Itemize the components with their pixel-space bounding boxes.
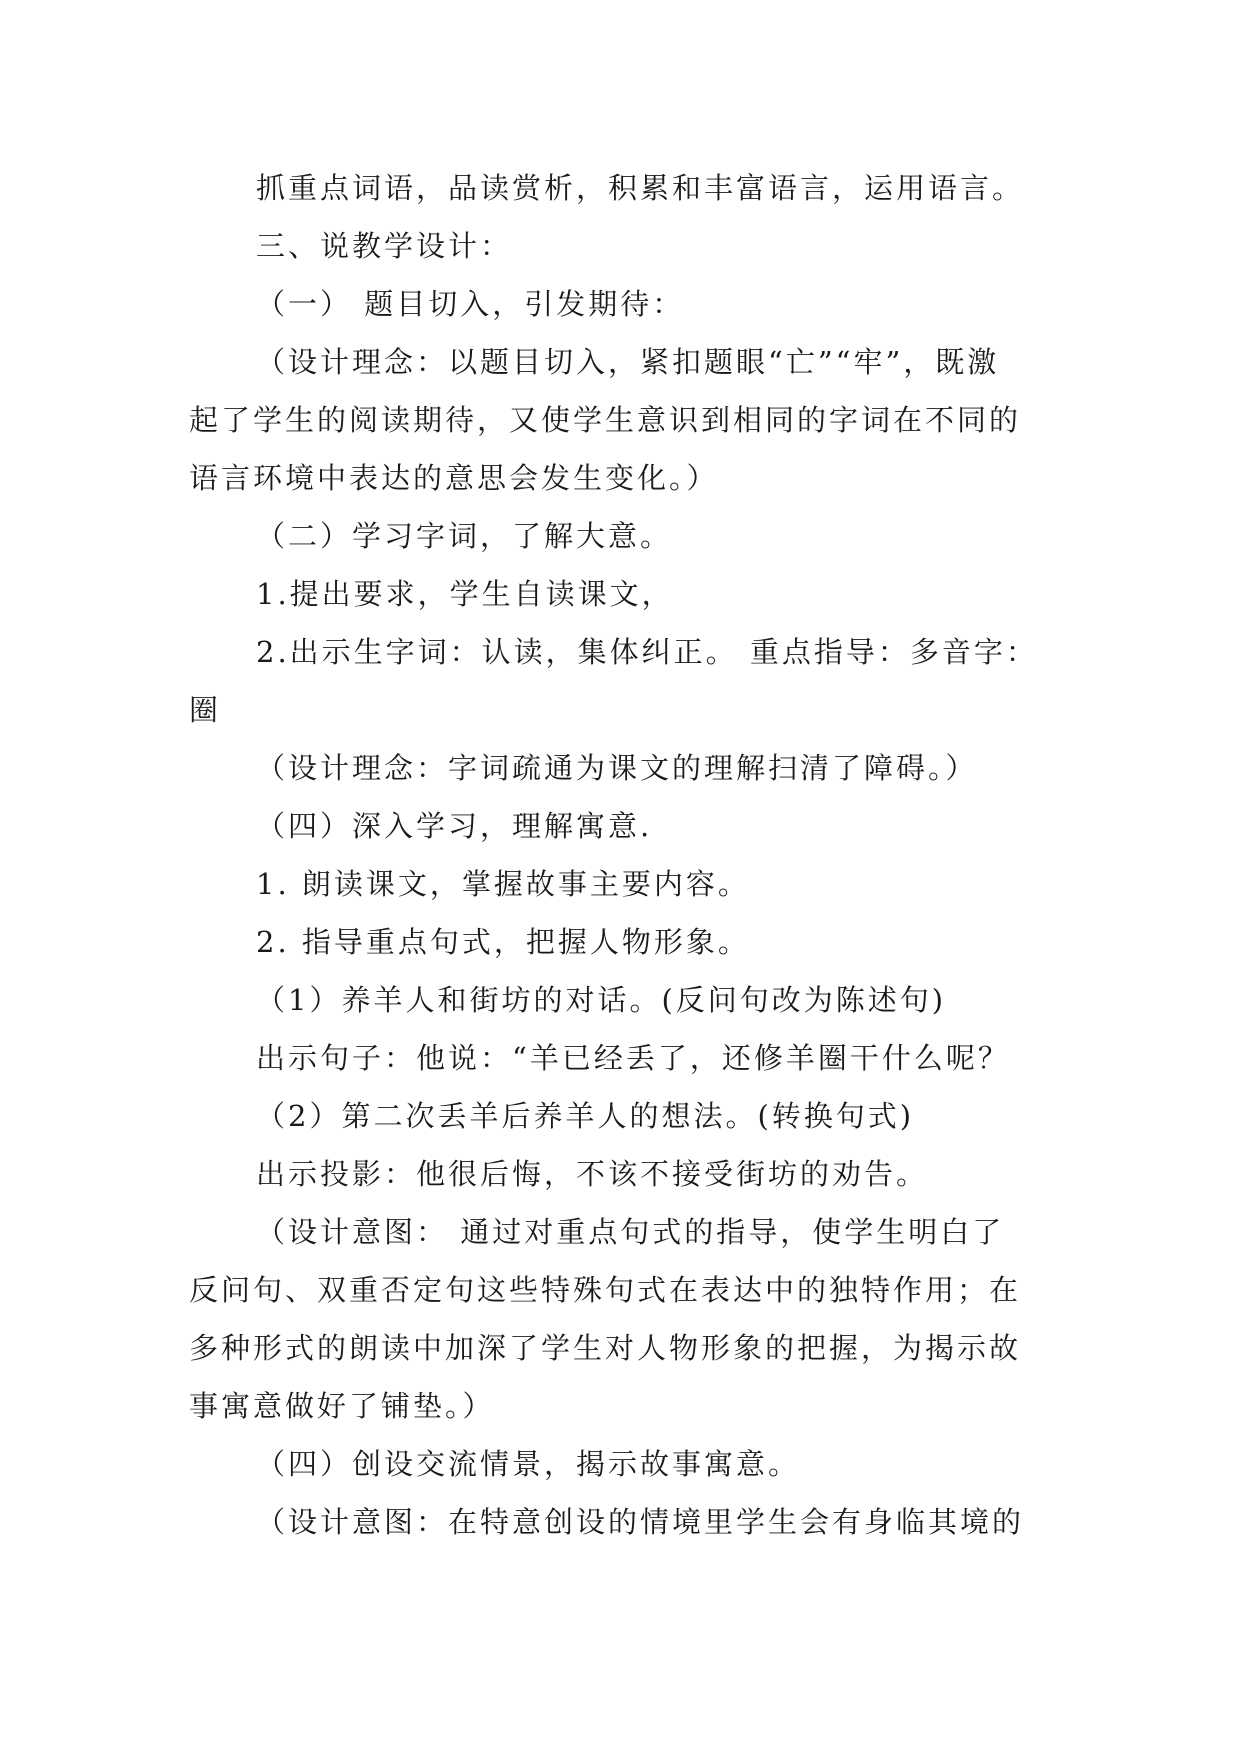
text-line: 1. 朗读课文，掌握故事主要内容。 xyxy=(256,867,750,901)
text-line: 2. 指导重点句式，把握人物形象。 xyxy=(256,925,750,959)
text-line: （二）学习字词，了解大意。 xyxy=(256,519,673,553)
text-line: 反问句、双重否定句这些特殊句式在表达中的独特作用；在 xyxy=(189,1273,1022,1307)
text-line: 抓重点词语，品读赏析，积累和丰富语言，运用语言。 xyxy=(256,171,1025,205)
text-line: 1.提出要求，学生自读课文， xyxy=(256,577,674,611)
text-line: 出示句子：他说：“羊已经丢了，还修羊圈干什么呢？ xyxy=(256,1041,1010,1075)
text-line: （四）深入学习，理解寓意. xyxy=(256,809,653,843)
document-body xyxy=(189,159,1069,1551)
text-line: （四）创设交流情景，揭示故事寓意。 xyxy=(256,1447,801,1481)
text-line: （设计理念：字词疏通为课文的理解扫清了障碍。） xyxy=(256,751,978,785)
text-line: 圈 xyxy=(189,693,222,727)
text-line: 三、说教学设计： xyxy=(256,229,513,263)
text-line: 多种形式的朗读中加深了学生对人物形象的把握，为揭示故 xyxy=(189,1331,1022,1365)
text-line: （设计意图：在特意创设的情境里学生会有身临其境的 xyxy=(256,1505,1025,1539)
text-line: （2）第二次丢羊后养羊人的想法。(转换句式) xyxy=(256,1099,915,1133)
text-line: 起了学生的阅读期待，又使学生意识到相同的字词在不同的 xyxy=(189,403,1022,437)
text-line: 事寓意做好了铺垫。） xyxy=(189,1389,495,1423)
text-line: （1）养羊人和街坊的对话。(反问句改为陈述句) xyxy=(256,983,947,1017)
text-line: 语言环境中表达的意思会发生变化。） xyxy=(189,461,719,495)
text-line: （设计理念：以题目切入，紧扣题眼“亡”“牢”，既激 xyxy=(256,345,1000,379)
text-line: 出示投影：他很后悔，不该不接受街坊的劝告。 xyxy=(256,1157,929,1191)
text-line: 2.出示生字词：认读，集体纠正。 重点指导：多音字： xyxy=(256,635,1038,669)
text-line: （一） 题目切入，引发期待： xyxy=(256,287,685,321)
text-line: （设计意图： 通过对重点句式的指导，使学生明白了 xyxy=(256,1215,1005,1249)
